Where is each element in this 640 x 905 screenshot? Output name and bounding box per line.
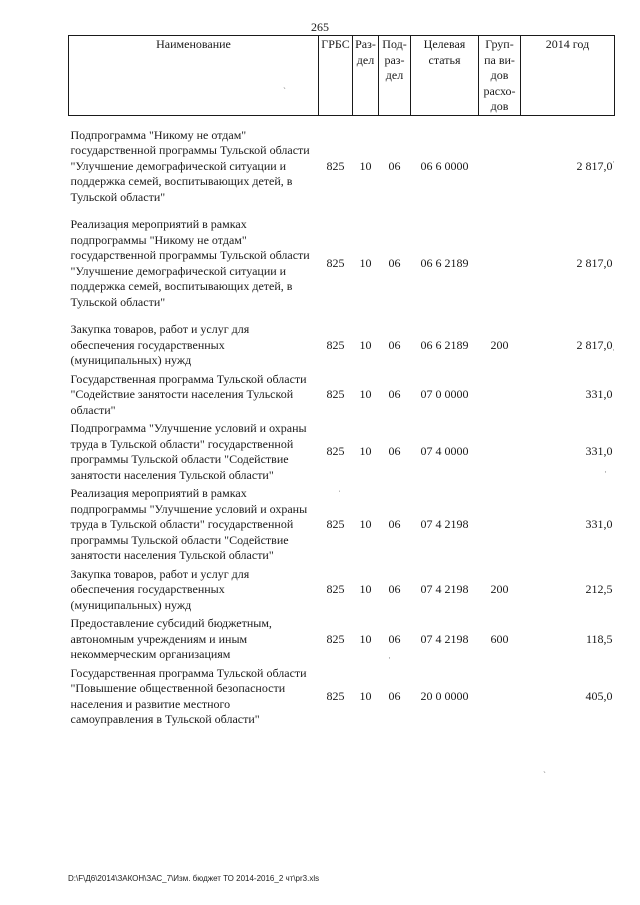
page-number: 265: [311, 20, 329, 34]
row-podrazdel: 06: [388, 517, 401, 531]
row-amount: 405,0: [585, 688, 613, 703]
row-grbs: 825: [326, 158, 345, 173]
row-group: [479, 486, 521, 564]
scan-speck: ·: [388, 653, 391, 663]
header-razdel: Раз- дел: [353, 36, 379, 116]
table-row: [69, 421, 615, 483]
row-razdel: 10: [359, 337, 372, 352]
row-name: Закупка товаров, работ и услуг для обеспечения государственных (муниципальных) нужд: [70, 322, 250, 367]
row-grbs: 825: [326, 444, 345, 459]
row-razdel: 10: [359, 582, 372, 596]
row-target: 07 0 0000: [420, 387, 469, 401]
row-name: Государственная программа Тульской области "Повышение общественной безопасности населения и развитие местного самоуправления в Тульской области": [70, 665, 307, 726]
row-razdel: 10: [359, 688, 372, 703]
row-name: Подпрограмма "Никому не отдам" государственной программы Тульской области "Улучшение демографической ситуации и поддержка семей, воспитывающих детей, в Тульской области": [70, 127, 310, 204]
row-target: 07 4 2198: [420, 631, 469, 646]
row-podrazdel: 06: [388, 387, 401, 401]
row-group: 200: [490, 582, 509, 596]
row-name: Предоставление субсидий бюджетным, автономным учреждениям и иным некоммерческим организациям: [70, 616, 272, 661]
row-name: Реализация мероприятий в рамках подпрограммы "Улучшение условий и охраны труда в Тульской области" государственной программы Тульской области "Содействие занятости населения Тульской области": [70, 486, 308, 562]
row-razdel: 10: [359, 517, 372, 531]
row-name: Подпрограмма "Улучшение условий и охраны труда в Тульской области" государственной программы Тульской области "Содействие занятости населения Тульской области": [70, 421, 307, 482]
header-name: Наименование: [69, 36, 319, 116]
row-grbs: 825: [326, 631, 345, 646]
row-podrazdel: 06: [388, 158, 401, 173]
row-amount: 118,5: [585, 631, 613, 646]
header-target: Целевая статья: [411, 36, 479, 116]
row-podrazdel: 06: [388, 631, 401, 646]
row-group: 600: [490, 631, 509, 646]
row-target: 07 4 2198: [420, 517, 469, 531]
file-path-footer: D:\F\Д6\2014\ЗАКОН\ЗАС_7\Изм. бюджет ТО 2014-2016_2 чт\pr3.xls: [68, 874, 320, 883]
row-group: [479, 372, 521, 419]
row-target: 06 6 2189: [420, 337, 469, 352]
row-amount: 2 817,0: [576, 158, 613, 173]
table-row: [69, 128, 615, 206]
row-podrazdel: 06: [388, 444, 401, 459]
table-row: [69, 666, 615, 728]
row-grbs: 825: [326, 337, 345, 352]
row-group: 200: [490, 337, 509, 352]
row-grbs: 825: [326, 255, 345, 270]
row-razdel: 10: [359, 631, 372, 646]
row-grbs: 825: [326, 582, 345, 596]
row-podrazdel: 06: [388, 337, 401, 352]
row-grbs: 825: [326, 517, 345, 531]
scan-speck: ·: [612, 157, 615, 167]
row-amount: 2 817,0: [576, 255, 613, 270]
row-target: 06 6 2189: [420, 255, 469, 270]
table-row: [69, 322, 615, 369]
header-podrazdel: Под- раз- дел: [379, 36, 411, 116]
row-group: [479, 128, 521, 206]
row-razdel: 10: [359, 255, 372, 270]
header-group: Груп- па ви- дов расхо- дов: [479, 36, 521, 116]
row-target: 06 6 0000: [420, 158, 469, 173]
scan-speck: ·: [604, 467, 607, 477]
row-group: [479, 666, 521, 728]
row-amount: 331,0: [585, 517, 613, 531]
budget-table: [68, 35, 615, 728]
table-row: [69, 567, 615, 614]
header-year: 2014 год: [521, 36, 615, 116]
header-grbs: ГРБС: [319, 36, 353, 116]
scan-speck: ·: [612, 345, 615, 355]
scan-speck: ˏ: [543, 763, 546, 773]
table-row: [69, 616, 615, 663]
row-grbs: 825: [326, 688, 345, 703]
row-target: 07 4 0000: [420, 444, 469, 459]
row-podrazdel: 06: [388, 582, 401, 596]
row-name: Закупка товаров, работ и услуг для обеспечения государственных (муниципальных) нужд: [70, 566, 250, 612]
scan-speck: ˏ: [283, 79, 286, 89]
row-amount: 331,0: [585, 444, 613, 459]
table-row: [69, 217, 615, 310]
row-name: Государственная программа Тульской области "Содействие занятости населения Тульской области": [70, 371, 307, 417]
row-amount: 2 817,0: [576, 337, 613, 352]
row-target: 07 4 2198: [420, 582, 469, 596]
table-row: [69, 486, 615, 564]
row-podrazdel: 06: [388, 255, 401, 270]
row-amount: 331,0: [585, 387, 613, 401]
row-target: 20 0 0000: [420, 688, 469, 703]
row-group: [479, 217, 521, 310]
table-row: [69, 372, 615, 419]
row-grbs: 825: [326, 387, 345, 401]
row-group: [479, 421, 521, 483]
scan-speck: ˈ: [338, 489, 341, 499]
row-razdel: 10: [359, 158, 372, 173]
row-name: Реализация мероприятий в рамках подпрограммы "Никому не отдам" государственной программы Тульской области "Улучшение демографической ситуации и поддержка семей, воспитывающих детей, в Тульской области": [70, 217, 310, 309]
row-razdel: 10: [359, 444, 372, 459]
row-amount: 212,5: [585, 582, 613, 596]
table-header-row: [69, 36, 615, 116]
row-podrazdel: 06: [388, 688, 401, 703]
row-razdel: 10: [359, 387, 372, 401]
